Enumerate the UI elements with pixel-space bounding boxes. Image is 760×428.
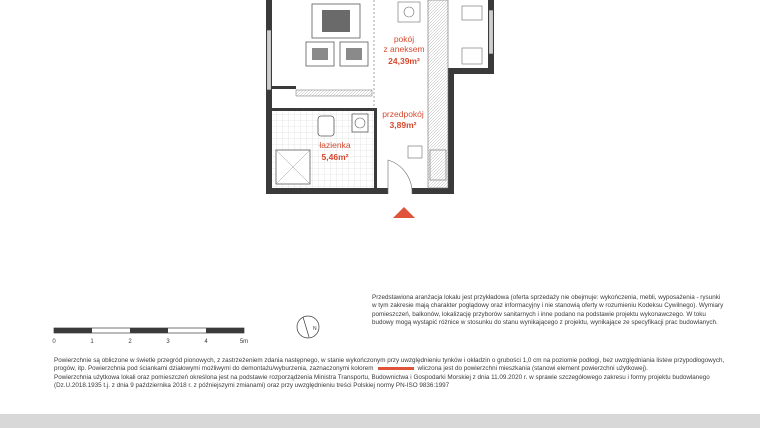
scale-tick-3: 3	[166, 339, 170, 345]
scale-bar	[52, 328, 248, 345]
kitchen-counter	[398, 0, 482, 188]
entry-door	[388, 146, 422, 194]
furniture	[296, 0, 374, 110]
bathroom-area: 5,46m²	[321, 152, 349, 162]
footnote-line2: Powierzchnia użytkowa lokali oraz pomieszczeń określona jest na podstawie rozporządzenia Ministra Transportu, Budownictwa i Gospodarki Morskiej z dnia 11.09.2020 r. w sprawie szczegółowego zakresu i formy projektu budowlanego (Dz.U.2018.1935 t.j. z dnia 9 października 2018 r. z późniejszymi zmianami) oraz przy uwzględnieniu treści Polskiej normy PN-ISO 9836:1997	[54, 373, 710, 390]
footnote	[54, 357, 734, 391]
scale-tick-5: 5m	[239, 339, 249, 345]
living-room-area: 24,39m²	[388, 56, 420, 66]
scale-tick-0: 0	[52, 339, 56, 345]
disclaimer-text: Przedstawiona aranżacja lokalu jest przykładowa (oferta sprzedaży nie obejmuje: wykończenia, mebli, wyposażenia - rysunki w tym zakresie mają charakter poglądowy oraz informacyjny i nie stanowią oferty w rozumieniu Kodeksu Cywilnego). Wymiary pomieszczeń, balkonów, lokalizację przyborów sanitarnych i inne podano na podstawie projektu wykonawczego. W toku budowy mogą wystąpić różnice w stosunku do stanu wynikającego z projektu, wynikające ze specyfikacji prac budowlanych.	[372, 294, 724, 326]
living-room-sublabel: z aneksem	[383, 44, 425, 54]
hallway-area: 3,89m²	[389, 120, 417, 130]
demolishable-wall-legend	[378, 367, 414, 370]
windows	[267, 10, 493, 90]
compass-icon	[297, 316, 319, 338]
compass-letter: N	[313, 326, 317, 332]
entrance-marker-icon	[393, 207, 415, 218]
bottom-band	[0, 414, 760, 428]
living-room-label: pokój	[393, 34, 415, 44]
scale-tick-1: 1	[90, 339, 94, 345]
scale-tick-4: 4	[204, 339, 208, 345]
scale-tick-2: 2	[128, 339, 132, 345]
bathroom-label: łazienka	[319, 140, 351, 150]
hallway-label: przedpokój	[382, 109, 424, 119]
footnote-line1: Powierzchnie są obliczone w świetle przegród pionowych, z zastrzeżeniem zdania następnego, w stanie wykończonym przy uwzględnieniu tynków i okładzin o grubości 1,0 cm na poziomie podłogi, bez uwzględniania listew przypodłogowych, progów, itp. Powierzchnia pod ściankami działowymi możliwymi do demontażu/wyburzenia, zaznaczonymi kolorem wliczona jest do powierzchni mieszkania (stanowi element powierzchni użytkowej).	[54, 357, 725, 373]
